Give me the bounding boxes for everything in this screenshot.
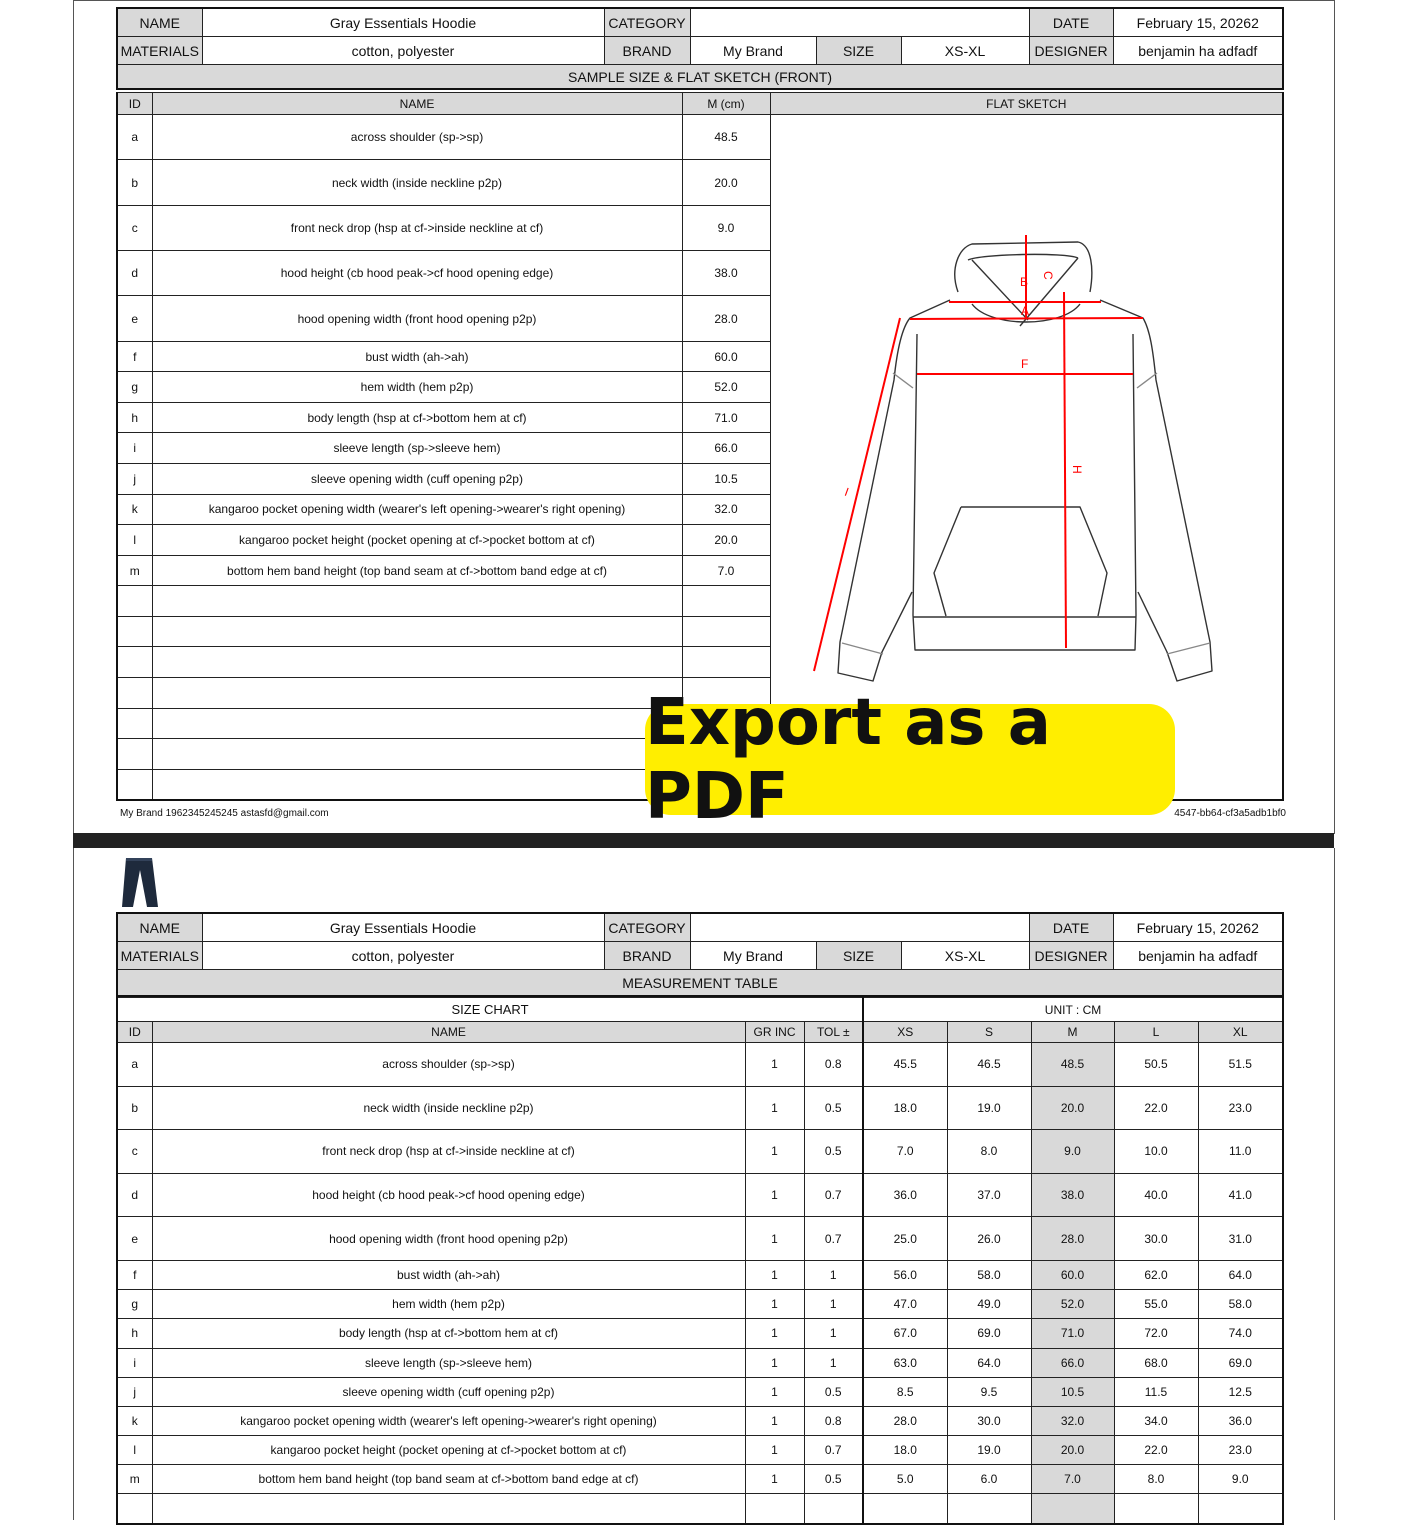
size-chart-label: SIZE CHART: [117, 998, 863, 1022]
cell-gr: 1: [745, 1290, 804, 1319]
cell-name: kangaroo pocket height (pocket opening at cf->pocket bottom at cf): [152, 1436, 745, 1465]
col-m: M: [1031, 1022, 1114, 1043]
cell-s: 9.5: [947, 1377, 1031, 1406]
cell-gr: 1: [745, 1436, 804, 1465]
col-gr: GR INC: [745, 1022, 804, 1043]
unit-label: UNIT : CM: [863, 998, 1283, 1022]
cell-xs: 25.0: [863, 1217, 947, 1261]
label-c: C: [1041, 271, 1055, 280]
row-m-value: 52.0: [682, 372, 770, 403]
table-row: [117, 1086, 1283, 1130]
cell-m: 52.0: [1031, 1290, 1114, 1319]
cell-xs: 45.5: [863, 1043, 947, 1087]
cell-xl: 58.0: [1198, 1290, 1283, 1319]
table-row: [117, 1260, 1283, 1289]
table-row: [117, 1173, 1283, 1217]
label-i: I: [842, 484, 851, 500]
name-value: Gray Essentials Hoodie: [202, 913, 604, 942]
cell-xs: 5.0: [863, 1465, 947, 1494]
cell-gr: 1: [745, 1348, 804, 1377]
cell-m: 7.0: [1031, 1465, 1114, 1494]
table-row: [117, 1319, 1283, 1348]
cell-s: 8.0: [947, 1130, 1031, 1174]
row-name: hem width (hem p2p): [152, 372, 682, 403]
col-l: L: [1114, 1022, 1198, 1043]
row-id: j: [117, 464, 152, 495]
row-id: d: [117, 251, 152, 296]
measurement-table: [116, 997, 1284, 1525]
brand-value: My Brand: [690, 942, 816, 970]
designer-value: benjamin ha adfadf: [1113, 942, 1283, 970]
name-value: Gray Essentials Hoodie: [202, 8, 604, 37]
materials-value: cotton, polyester: [202, 942, 604, 970]
cell-tol: 0.7: [804, 1173, 863, 1217]
brand-label: BRAND: [604, 37, 690, 65]
cell-gr: 1: [745, 1260, 804, 1289]
cell-s: 49.0: [947, 1290, 1031, 1319]
cell-m: 60.0: [1031, 1260, 1114, 1289]
cell-id: d: [117, 1173, 152, 1217]
empty-cell: [682, 647, 770, 678]
cell-m: 20.0: [1031, 1086, 1114, 1130]
col-name: NAME: [152, 1022, 745, 1043]
cell-xl: 69.0: [1198, 1348, 1283, 1377]
cell-m: 28.0: [1031, 1217, 1114, 1261]
row-m-value: 32.0: [682, 494, 770, 525]
table-row: [117, 1290, 1283, 1319]
section-title: MEASUREMENT TABLE: [117, 970, 1283, 997]
row-name: sleeve length (sp->sleeve hem): [152, 433, 682, 464]
designer-label: DESIGNER: [1029, 942, 1113, 970]
table-row: [117, 1217, 1283, 1261]
col-tol: TOL ±: [804, 1022, 863, 1043]
row-name: hood opening width (front hood opening p2p): [152, 296, 682, 341]
materials-value: cotton, polyester: [202, 37, 604, 65]
row-name: bust width (ah->ah): [152, 341, 682, 372]
row-m-value: 9.0: [682, 205, 770, 250]
size-label: SIZE: [816, 942, 901, 970]
table-row: [117, 1436, 1283, 1465]
cell-s: 26.0: [947, 1217, 1031, 1261]
cell-s: 37.0: [947, 1173, 1031, 1217]
cell-name: kangaroo pocket opening width (wearer's left opening->wearer's right opening): [152, 1406, 745, 1435]
cell-id: k: [117, 1406, 152, 1435]
hoodie-flat-sketch: [800, 230, 1250, 690]
cell-gr: 1: [745, 1465, 804, 1494]
col-flat-sketch: FLAT SKETCH: [770, 93, 1283, 115]
col-s: S: [947, 1022, 1031, 1043]
cell-xl: 12.5: [1198, 1377, 1283, 1406]
row-m-value: 48.5: [682, 115, 770, 160]
cell-tol: 0.7: [804, 1436, 863, 1465]
cell-id: e: [117, 1217, 152, 1261]
cell-xs: 18.0: [863, 1086, 947, 1130]
cell-gr: 1: [745, 1173, 804, 1217]
size-value: XS-XL: [901, 942, 1029, 970]
cell-gr: 1: [745, 1043, 804, 1087]
empty-cell: [152, 769, 682, 800]
cell-tol: 0.5: [804, 1465, 863, 1494]
cell-tol: 1: [804, 1319, 863, 1348]
col-id: ID: [117, 93, 152, 115]
row-m-value: 20.0: [682, 525, 770, 556]
footer-contact: My Brand 1962345245245 astasfd@gmail.com: [120, 808, 329, 819]
empty-cell: [804, 1494, 863, 1524]
cell-name: hood opening width (front hood opening p2p): [152, 1217, 745, 1261]
cell-gr: 1: [745, 1086, 804, 1130]
empty-cell: [117, 616, 152, 647]
row-m-value: 38.0: [682, 251, 770, 296]
label-f: F: [1021, 357, 1029, 371]
cell-l: 68.0: [1114, 1348, 1198, 1377]
category-value: [690, 913, 1029, 942]
table-row: [117, 1348, 1283, 1377]
empty-cell: [152, 616, 682, 647]
empty-cell: [117, 708, 152, 739]
empty-cell: [152, 677, 682, 708]
row-name: across shoulder (sp->sp): [152, 115, 682, 160]
cell-name: bottom hem band height (top band seam at cf->bottom band edge at cf): [152, 1465, 745, 1494]
cell-m: 48.5: [1031, 1043, 1114, 1087]
cell-name: sleeve length (sp->sleeve hem): [152, 1348, 745, 1377]
page-separator: [73, 833, 1334, 848]
cell-xl: 36.0: [1198, 1406, 1283, 1435]
col-name: NAME: [152, 93, 682, 115]
date-value: February 15, 20262: [1113, 8, 1283, 37]
cell-xl: 41.0: [1198, 1173, 1283, 1217]
cell-s: 6.0: [947, 1465, 1031, 1494]
cell-id: c: [117, 1130, 152, 1174]
size-value: XS-XL: [901, 37, 1029, 65]
cell-l: 8.0: [1114, 1465, 1198, 1494]
row-id: l: [117, 525, 152, 556]
category-label: CATEGORY: [604, 8, 690, 37]
row-name: body length (hsp at cf->bottom hem at cf): [152, 402, 682, 433]
cell-name: hood height (cb hood peak->cf hood opening edge): [152, 1173, 745, 1217]
empty-cell: [117, 739, 152, 770]
materials-label: MATERIALS: [117, 37, 202, 65]
brand-label: BRAND: [604, 942, 690, 970]
label-h: H: [1070, 465, 1084, 474]
empty-cell: [745, 1494, 804, 1524]
cell-id: i: [117, 1348, 152, 1377]
section-title: SAMPLE SIZE & FLAT SKETCH (FRONT): [117, 65, 1283, 90]
table-row: [117, 1465, 1283, 1494]
row-name: bottom hem band height (top band seam at cf->bottom band edge at cf): [152, 555, 682, 586]
col-id: ID: [117, 1022, 152, 1043]
col-xs: XS: [863, 1022, 947, 1043]
empty-row: [117, 1494, 1283, 1524]
cell-l: 22.0: [1114, 1086, 1198, 1130]
cell-id: m: [117, 1465, 152, 1494]
empty-cell: [1031, 1494, 1114, 1524]
cell-id: b: [117, 1086, 152, 1130]
cell-xs: 28.0: [863, 1406, 947, 1435]
cell-m: 66.0: [1031, 1348, 1114, 1377]
empty-cell: [1198, 1494, 1283, 1524]
empty-cell: [117, 586, 152, 617]
empty-cell: [117, 677, 152, 708]
cell-name: across shoulder (sp->sp): [152, 1043, 745, 1087]
brand-value: My Brand: [690, 37, 816, 65]
cell-xs: 8.5: [863, 1377, 947, 1406]
cell-xs: 18.0: [863, 1436, 947, 1465]
row-m-value: 28.0: [682, 296, 770, 341]
cell-id: h: [117, 1319, 152, 1348]
cell-gr: 1: [745, 1130, 804, 1174]
cell-xl: 74.0: [1198, 1319, 1283, 1348]
cell-name: sleeve opening width (cuff opening p2p): [152, 1377, 745, 1406]
cell-s: 19.0: [947, 1436, 1031, 1465]
cell-xs: 47.0: [863, 1290, 947, 1319]
cell-xl: 23.0: [1198, 1436, 1283, 1465]
table-row: [117, 1130, 1283, 1174]
cell-tol: 1: [804, 1348, 863, 1377]
row-name: hood height (cb hood peak->cf hood opening edge): [152, 251, 682, 296]
cell-gr: 1: [745, 1377, 804, 1406]
table-row: [117, 1043, 1283, 1087]
cell-l: 22.0: [1114, 1436, 1198, 1465]
cell-name: bust width (ah->ah): [152, 1260, 745, 1289]
cell-id: a: [117, 1043, 152, 1087]
empty-cell: [947, 1494, 1031, 1524]
cell-l: 10.0: [1114, 1130, 1198, 1174]
row-id: m: [117, 555, 152, 586]
row-name: front neck drop (hsp at cf->inside neckline at cf): [152, 205, 682, 250]
empty-cell: [152, 586, 682, 617]
export-pdf-banner[interactable]: Export as a PDF: [645, 704, 1175, 815]
cell-m: 38.0: [1031, 1173, 1114, 1217]
name-label: NAME: [117, 8, 202, 37]
cell-gr: 1: [745, 1319, 804, 1348]
col-m: M (cm): [682, 93, 770, 115]
size-label: SIZE: [816, 37, 901, 65]
cell-name: hem width (hem p2p): [152, 1290, 745, 1319]
date-label: DATE: [1029, 913, 1113, 942]
cell-xl: 9.0: [1198, 1465, 1283, 1494]
row-id: k: [117, 494, 152, 525]
empty-cell: [117, 1494, 152, 1524]
row-m-value: 7.0: [682, 555, 770, 586]
label-a: A: [1021, 304, 1030, 318]
empty-cell: [682, 616, 770, 647]
cell-id: j: [117, 1377, 152, 1406]
row-name: neck width (inside neckline p2p): [152, 160, 682, 205]
jeans-thumbnail: [120, 856, 160, 909]
cell-tol: 1: [804, 1260, 863, 1289]
row-id: h: [117, 402, 152, 433]
cell-s: 30.0: [947, 1406, 1031, 1435]
cell-xl: 51.5: [1198, 1043, 1283, 1087]
cell-l: 62.0: [1114, 1260, 1198, 1289]
cell-m: 20.0: [1031, 1436, 1114, 1465]
cell-xl: 23.0: [1198, 1086, 1283, 1130]
name-label: NAME: [117, 913, 202, 942]
cell-m: 9.0: [1031, 1130, 1114, 1174]
empty-cell: [117, 769, 152, 800]
table-row: [117, 1406, 1283, 1435]
row-id: c: [117, 205, 152, 250]
cell-xl: 11.0: [1198, 1130, 1283, 1174]
spec-header-page1: [116, 7, 1284, 90]
cell-name: body length (hsp at cf->bottom hem at cf): [152, 1319, 745, 1348]
materials-label: MATERIALS: [117, 942, 202, 970]
empty-cell: [863, 1494, 947, 1524]
row-name: kangaroo pocket opening width (wearer's left opening->wearer's right opening): [152, 494, 682, 525]
cell-xs: 67.0: [863, 1319, 947, 1348]
row-m-value: 71.0: [682, 402, 770, 433]
cell-id: l: [117, 1436, 152, 1465]
row-m-value: 10.5: [682, 464, 770, 495]
cell-tol: 0.5: [804, 1130, 863, 1174]
cell-s: 46.5: [947, 1043, 1031, 1087]
cell-tol: 0.7: [804, 1217, 863, 1261]
cell-m: 32.0: [1031, 1406, 1114, 1435]
cell-xl: 64.0: [1198, 1260, 1283, 1289]
row-m-value: 66.0: [682, 433, 770, 464]
cell-s: 69.0: [947, 1319, 1031, 1348]
empty-cell: [1114, 1494, 1198, 1524]
cell-m: 71.0: [1031, 1319, 1114, 1348]
row-id: g: [117, 372, 152, 403]
row-name: kangaroo pocket height (pocket opening at cf->pocket bottom at cf): [152, 525, 682, 556]
designer-label: DESIGNER: [1029, 37, 1113, 65]
row-id: i: [117, 433, 152, 464]
row-m-value: 60.0: [682, 341, 770, 372]
cell-tol: 1: [804, 1290, 863, 1319]
category-label: CATEGORY: [604, 913, 690, 942]
date-label: DATE: [1029, 8, 1113, 37]
category-value: [690, 8, 1029, 37]
cell-xl: 31.0: [1198, 1217, 1283, 1261]
cell-xs: 63.0: [863, 1348, 947, 1377]
table-row: [117, 1377, 1283, 1406]
empty-cell: [152, 647, 682, 678]
date-value: February 15, 20262: [1113, 913, 1283, 942]
cell-m: 10.5: [1031, 1377, 1114, 1406]
cell-l: 40.0: [1114, 1173, 1198, 1217]
cell-gr: 1: [745, 1406, 804, 1435]
cell-s: 19.0: [947, 1086, 1031, 1130]
cell-l: 55.0: [1114, 1290, 1198, 1319]
cell-id: f: [117, 1260, 152, 1289]
cell-id: g: [117, 1290, 152, 1319]
footer-id: 4547-bb64-cf3a5adb1bf0: [1174, 808, 1286, 819]
cell-tol: 0.5: [804, 1086, 863, 1130]
cell-name: neck width (inside neckline p2p): [152, 1086, 745, 1130]
cell-l: 72.0: [1114, 1319, 1198, 1348]
row-name: sleeve opening width (cuff opening p2p): [152, 464, 682, 495]
row-id: b: [117, 160, 152, 205]
row-m-value: 20.0: [682, 160, 770, 205]
empty-cell: [682, 586, 770, 617]
cell-tol: 0.5: [804, 1377, 863, 1406]
row-id: f: [117, 341, 152, 372]
spec-header-page2: [116, 912, 1284, 997]
row-id: e: [117, 296, 152, 341]
col-xl: XL: [1198, 1022, 1283, 1043]
empty-cell: [117, 647, 152, 678]
cell-name: front neck drop (hsp at cf->inside neckline at cf): [152, 1130, 745, 1174]
cell-l: 11.5: [1114, 1377, 1198, 1406]
cell-xs: 56.0: [863, 1260, 947, 1289]
cell-xs: 7.0: [863, 1130, 947, 1174]
row-id: a: [117, 115, 152, 160]
cell-tol: 0.8: [804, 1406, 863, 1435]
cell-s: 58.0: [947, 1260, 1031, 1289]
empty-cell: [152, 1494, 745, 1524]
cell-l: 34.0: [1114, 1406, 1198, 1435]
designer-value: benjamin ha adfadf: [1113, 37, 1283, 65]
cell-gr: 1: [745, 1217, 804, 1261]
cell-tol: 0.8: [804, 1043, 863, 1087]
label-b: B: [1020, 275, 1029, 289]
empty-cell: [152, 739, 682, 770]
empty-cell: [152, 708, 682, 739]
cell-s: 64.0: [947, 1348, 1031, 1377]
cell-l: 50.5: [1114, 1043, 1198, 1087]
table-row: [117, 115, 1283, 160]
cell-l: 30.0: [1114, 1217, 1198, 1261]
cell-xs: 36.0: [863, 1173, 947, 1217]
